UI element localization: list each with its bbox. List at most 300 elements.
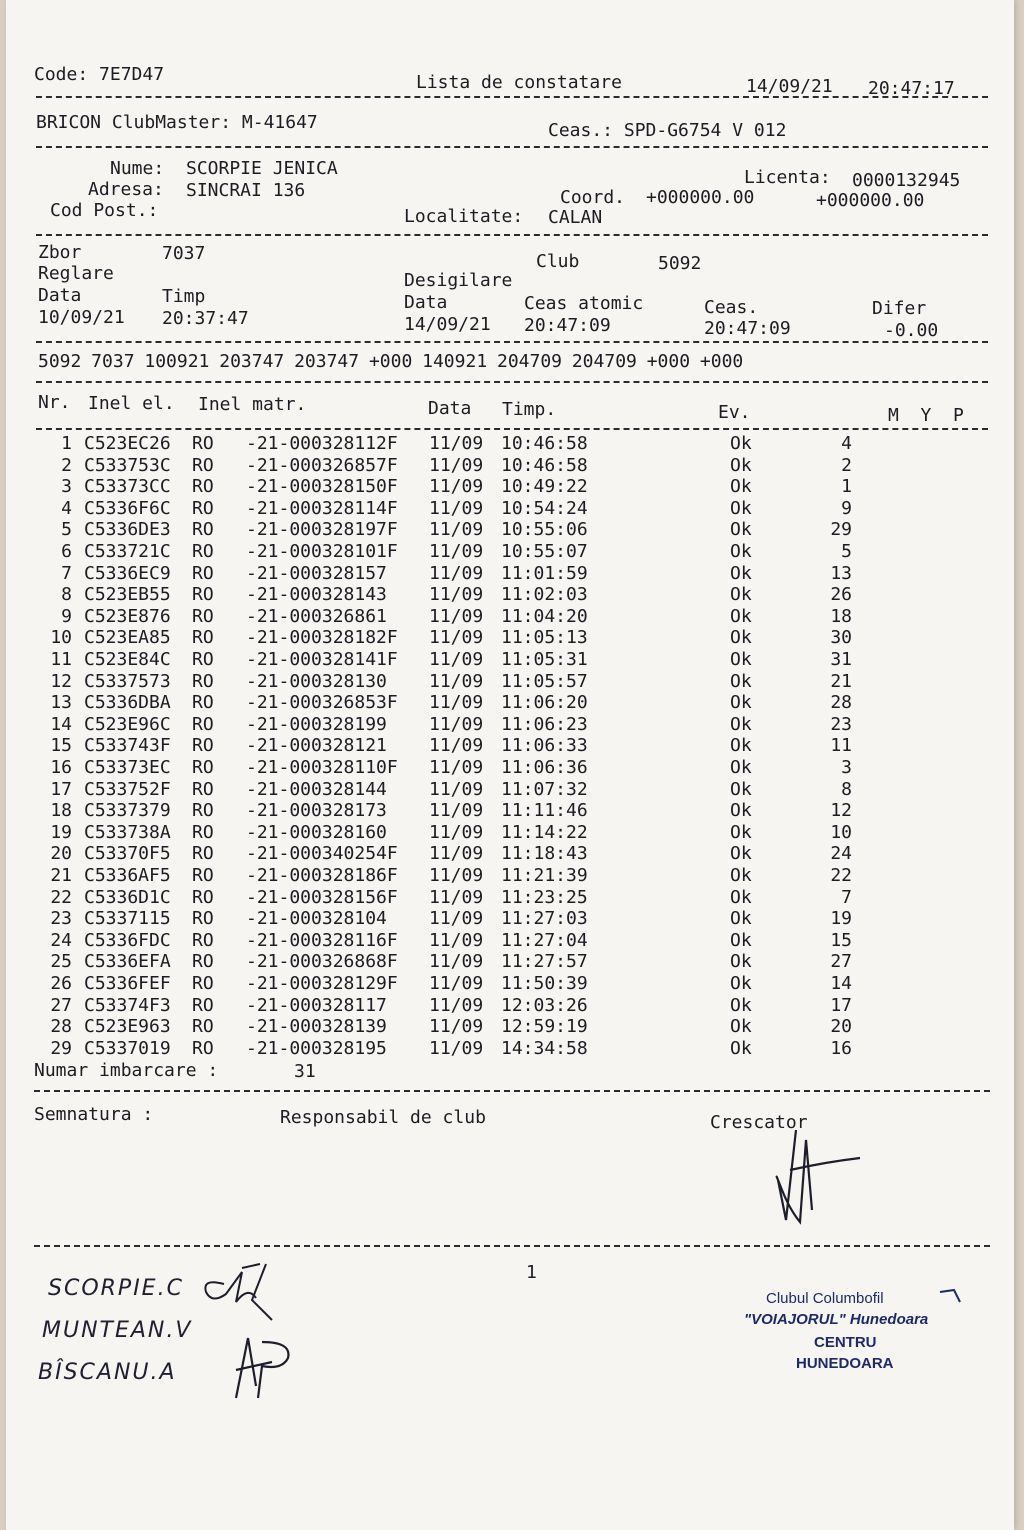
arrival-time: 11:50:39 [501,973,588,994]
country-code: RO [192,821,214,843]
country-code: RO [192,908,214,930]
country-code: RO [192,735,214,757]
row-number: 6 [61,541,72,562]
country-code: RO [192,778,214,800]
country-code: RO [192,584,214,606]
arrival-date: 11/09 [429,562,484,584]
print-time: 20:47:17 [868,78,955,99]
document-title: Lista de constatare [416,72,622,93]
position-m: 27 [830,951,852,973]
electronic-ring: C523E96C [84,713,171,735]
row-number: 26 [50,973,72,994]
country-code: RO [192,433,214,454]
country-code: RO [192,454,214,476]
col-timp: Timp. [502,399,557,420]
ring-number: -21-000328110F [246,757,398,778]
row-number: 25 [50,951,72,973]
event-status: Ok [730,497,752,519]
electronic-ring: C5336FDC [84,929,171,951]
arrival-time: 11:27:03 [501,908,588,930]
position-m: 22 [830,865,852,886]
event-status: Ok [730,584,752,606]
event-status: Ok [730,843,752,865]
ring-number: -21-000328199 [246,713,398,735]
country-code: RO [192,951,214,973]
table-row [6,433,1006,455]
event-status: Ok [730,951,752,973]
row-number: 29 [50,1037,72,1059]
address-label: Adresa: [88,179,164,200]
country-code: RO [192,843,214,865]
row-number: 17 [50,778,72,800]
divider [36,341,988,343]
arrival-date: 11/09 [429,1037,484,1059]
table-row [6,498,1006,520]
club-responsible-label: Responsabil de club [280,1107,486,1128]
divider [36,234,988,236]
row-number: 2 [61,454,72,476]
arrival-time: 10:46:58 [501,433,588,454]
clubmaster-label: BRICON ClubMaster: M-41647 [36,112,318,133]
setting-time-label: Timp [162,286,206,307]
table-row [6,671,1006,693]
coord-label: Coord. [560,187,626,208]
position-m: 5 [841,541,852,562]
country-code: RO [192,929,214,951]
table-row [6,865,1006,887]
country-code: RO [192,692,214,714]
event-status: Ok [730,476,752,498]
table-row [6,930,1006,952]
print-date: 14/09/21 [746,76,833,97]
electronic-ring: C5336EFA [84,951,171,973]
arrival-date: 11/09 [429,692,484,714]
event-status: Ok [730,865,752,886]
arrival-date: 11/09 [429,454,484,476]
arrival-date: 11/09 [429,735,484,757]
electronic-ring: C523EB55 [84,584,171,606]
electronic-ring: C5336DBA [84,692,171,714]
setting-date-label: Data [38,285,82,306]
ring-number: -21-000328156F [246,886,398,908]
table-row [6,1038,1006,1060]
position-m: 9 [841,497,852,519]
country-code: RO [192,757,214,778]
arrival-date: 11/09 [429,497,484,519]
arrival-time: 11:14:22 [501,821,588,843]
electronic-ring: C533753C [84,454,171,476]
table-row [6,973,1006,995]
position-m: 10 [830,821,852,843]
arrival-date: 11/09 [429,605,484,627]
arrival-time: 10:46:58 [501,454,588,476]
country-code: RO [192,886,214,908]
country-code: RO [192,605,214,627]
arrival-time: 11:18:43 [501,843,588,865]
position-m: 7 [841,886,852,908]
arrival-date: 11/09 [429,908,484,930]
row-number: 8 [61,584,72,606]
arrival-date: 11/09 [429,994,484,1016]
document-page [6,0,1014,1530]
position-m: 4 [841,433,852,454]
table-row [6,649,1006,671]
arrival-time: 11:11:46 [501,800,588,822]
event-status: Ok [730,433,752,454]
table-row [6,843,1006,865]
boarding-count: 31 [294,1061,316,1082]
name-value: SCORPIE JENICA [186,158,338,179]
electronic-ring: C533752F [84,778,171,800]
row-number: 13 [50,692,72,714]
row-number: 27 [50,994,72,1016]
breeder-label: Crescator [710,1112,808,1133]
ring-number: -21-000328144 [246,778,398,800]
setting-label: Reglare [38,263,114,284]
table-row [6,951,1006,973]
arrival-date: 11/09 [429,843,484,865]
event-status: Ok [730,605,752,627]
position-m: 11 [830,735,852,757]
setting-time: 20:37:47 [162,308,249,329]
arrival-date: 11/09 [429,778,484,800]
table-row [6,519,1006,541]
col-data: Data [428,398,472,419]
electronic-ring: C533721C [84,541,171,562]
clock-label: Ceas. [704,297,759,318]
table-row [6,606,1006,628]
ring-number: -21-000328139 [246,1016,398,1038]
handwritten-name-2: MUNTEAN.V [42,1318,193,1343]
stamp-line-2: "VOIAJORUL" Hunedoara [744,1311,929,1328]
arrival-date: 11/09 [429,821,484,843]
arrival-date: 11/09 [429,929,484,951]
ring-number: -21-000326868F [246,951,398,973]
stamp-line-1: Clubul Columbofil [766,1290,884,1307]
address-value: SINCRAI 136 [186,180,306,201]
event-status: Ok [730,973,752,994]
arrival-time: 11:05:13 [501,627,588,649]
event-status: Ok [730,670,752,692]
unsealing-atomic-time: 20:47:09 [524,315,611,336]
flight-code-line: 5092 7037 100921 203747 203747 +000 140921 204709 204709 +000 +000 [38,351,744,372]
ring-number: -21-000328141F [246,649,398,670]
country-code: RO [192,713,214,735]
arrival-time: 12:03:26 [501,994,588,1016]
arrival-date: 11/09 [429,951,484,973]
divider [36,381,988,383]
col-ev: Ev. [718,402,751,423]
ring-number: -21-000328160 [246,821,398,843]
country-code: RO [192,1037,214,1059]
ring-number: -21-000328104 [246,908,398,930]
arrival-time: 11:04:20 [501,605,588,627]
position-m: 13 [830,562,852,584]
table-row [6,455,1006,477]
country-code: RO [192,627,214,649]
ring-number: -21-000328129F [246,973,398,994]
electronic-ring: C523E876 [84,605,171,627]
country-code: RO [192,670,214,692]
page-number: 1 [526,1262,537,1283]
position-m: 2 [841,454,852,476]
ring-number: -21-000328143 [246,584,398,606]
electronic-ring: C523E963 [84,1016,171,1038]
arrival-date: 11/09 [429,886,484,908]
col-nr: Nr. [38,392,71,413]
country-code: RO [192,994,214,1016]
license-value: 0000132945 [852,170,961,191]
table-row [6,476,1006,498]
flight-label: Zbor [38,242,82,263]
unsealing-date-label: Data [404,292,448,313]
electronic-ring: C5336AF5 [84,865,171,886]
ring-number: -21-000328182F [246,627,398,649]
table-row [6,627,1006,649]
event-status: Ok [730,541,752,562]
position-m: 19 [830,908,852,930]
arrival-time: 11:23:25 [501,886,588,908]
ring-number: -21-000328173 [246,800,398,822]
electronic-ring: C523EC26 [84,433,171,454]
signature-label: Semnatura : [34,1104,154,1125]
difference-label: Difer [872,298,927,319]
country-code: RO [192,541,214,562]
event-status: Ok [730,713,752,735]
event-status: Ok [730,735,752,757]
ring-number: -21-000326857F [246,454,398,476]
table-row [6,887,1006,909]
arrival-time: 10:54:24 [501,497,588,519]
boarding-label: Numar imbarcare : [34,1060,219,1081]
arrival-date: 11/09 [429,476,484,498]
arrival-time: 11:06:36 [501,757,588,778]
divider [34,1090,990,1092]
electronic-ring: C5336DE3 [84,519,171,541]
stamp-line-3: CENTRU [814,1334,877,1351]
unsealing-clock-time: 20:47:09 [704,318,791,339]
arrival-date: 11/09 [429,627,484,649]
arrival-time: 12:59:19 [501,1016,588,1038]
position-m: 14 [830,973,852,994]
arrival-time: 11:02:03 [501,584,588,606]
position-m: 8 [841,778,852,800]
locality-label: Localitate: [404,206,524,227]
arrival-date: 11/09 [429,584,484,606]
event-status: Ok [730,994,752,1016]
arrival-time: 11:06:23 [501,713,588,735]
event-status: Ok [730,519,752,541]
arrival-date: 11/09 [429,973,484,994]
position-m: 23 [830,713,852,735]
position-m: 20 [830,1016,852,1038]
event-status: Ok [730,800,752,822]
table-row [6,584,1006,606]
table-row [6,757,1006,779]
postcode-label: Cod Post.: [50,200,159,221]
electronic-ring: C5336FEF [84,973,171,994]
row-number: 21 [50,865,72,886]
ring-number: -21-000326861 [246,605,398,627]
event-status: Ok [730,1037,752,1059]
arrival-date: 11/09 [429,433,484,454]
coord-value-2: +000000.00 [816,190,925,211]
electronic-ring: C53373EC [84,757,171,778]
divider [36,96,988,98]
arrival-time: 10:55:07 [501,541,588,562]
electronic-ring: C523E84C [84,649,171,670]
ring-number: -21-000328101F [246,541,398,562]
country-code: RO [192,1016,214,1038]
arrival-time: 11:05:31 [501,649,588,670]
arrival-date: 11/09 [429,1016,484,1038]
code-label: Code: 7E7D47 [34,64,165,85]
country-code: RO [192,497,214,519]
position-m: 16 [830,1037,852,1059]
electronic-ring: C533738A [84,821,171,843]
arrival-date: 11/09 [429,865,484,886]
row-number: 19 [50,821,72,843]
electronic-ring: C53370F5 [84,843,171,865]
arrival-date: 11/09 [429,670,484,692]
row-number: 24 [50,929,72,951]
stamp-mark [936,1286,966,1310]
event-status: Ok [730,627,752,649]
position-m: 12 [830,800,852,822]
position-m: 29 [830,519,852,541]
unsealing-label: Desigilare [404,270,513,291]
clock-id: Ceas.: SPD-G6754 V 012 [548,120,787,141]
handwritten-name-1: SCORPIE.C [48,1276,184,1301]
row-number: 15 [50,735,72,757]
arrival-time: 11:27:57 [501,951,588,973]
arrival-date: 11/09 [429,757,484,778]
position-m: 24 [830,843,852,865]
row-number: 16 [50,757,72,778]
ring-number: -21-000340254F [246,843,398,865]
country-code: RO [192,649,214,670]
table-row [6,541,1006,563]
arrival-time: 10:49:22 [501,476,588,498]
divider [36,428,988,430]
arrival-time: 11:01:59 [501,562,588,584]
position-m: 31 [830,649,852,670]
arrival-date: 11/09 [429,541,484,562]
row-number: 28 [50,1016,72,1038]
event-status: Ok [730,562,752,584]
atomic-clock-label: Ceas atomic [524,293,644,314]
event-status: Ok [730,757,752,778]
electronic-ring: C533743F [84,735,171,757]
position-m: 17 [830,994,852,1016]
table-row [6,779,1006,801]
electronic-ring: C5336EC9 [84,562,171,584]
table-row [6,563,1006,585]
ring-number: -21-000328157 [246,562,398,584]
arrival-date: 11/09 [429,519,484,541]
event-status: Ok [730,649,752,670]
divider [36,146,988,148]
electronic-ring: C5337019 [84,1037,171,1059]
arrival-time: 11:21:39 [501,865,588,886]
row-number: 20 [50,843,72,865]
arrival-time: 11:27:04 [501,929,588,951]
country-code: RO [192,476,214,498]
row-number: 23 [50,908,72,930]
electronic-ring: C5336D1C [84,886,171,908]
row-number: 5 [61,519,72,541]
difference-value: -0.00 [884,320,939,341]
electronic-ring: C5337573 [84,670,171,692]
position-m: 18 [830,605,852,627]
arrival-date: 11/09 [429,713,484,735]
ring-number: -21-000328150F [246,476,398,498]
country-code: RO [192,800,214,822]
position-m: 3 [841,757,852,778]
position-m: 26 [830,584,852,606]
row-number: 22 [50,886,72,908]
row-number: 1 [61,433,72,454]
col-inel-el: Inel el. [88,393,175,414]
table-row [6,692,1006,714]
ring-number: -21-000328116F [246,929,398,951]
handwritten-name-3: BÎSCANU.A [38,1360,177,1385]
table-row [6,714,1006,736]
table-row [6,908,1006,930]
country-code: RO [192,973,214,994]
arrival-time: 11:06:33 [501,735,588,757]
electronic-ring: C53373CC [84,476,171,498]
table-row [6,735,1006,757]
row-number: 14 [50,713,72,735]
country-code: RO [192,519,214,541]
ring-number: -21-000328112F [246,433,398,454]
arrival-time: 11:05:57 [501,670,588,692]
row-number: 7 [61,562,72,584]
ring-number: -21-000328130 [246,670,398,692]
arrival-date: 11/09 [429,649,484,670]
arrival-time: 10:55:06 [501,519,588,541]
position-m: 30 [830,627,852,649]
breeder-signature [756,1110,876,1230]
event-status: Ok [730,778,752,800]
divider [34,1245,990,1247]
arrival-date: 11/09 [429,800,484,822]
ring-number: -21-000328114F [246,497,398,519]
row-number: 11 [50,649,72,670]
col-myp: M Y P [888,405,964,426]
table-row [6,995,1006,1017]
ring-number: -21-000328121 [246,735,398,757]
electronic-ring: C5337115 [84,908,171,930]
arrival-time: 11:07:32 [501,778,588,800]
event-status: Ok [730,908,752,930]
position-m: 15 [830,929,852,951]
arrival-time: 11:06:20 [501,692,588,714]
event-status: Ok [730,886,752,908]
position-m: 21 [830,670,852,692]
club-label: Club [536,251,580,272]
electronic-ring: C5337379 [84,800,171,822]
arrival-time: 14:34:58 [501,1037,588,1059]
col-inel-matr: Inel matr. [198,394,307,415]
table-row [6,800,1006,822]
electronic-ring: C5336F6C [84,497,171,519]
ring-number: -21-000328197F [246,519,398,541]
ring-number: -21-000328117 [246,994,398,1016]
flight-value: 7037 [162,243,206,264]
position-m: 1 [841,476,852,498]
